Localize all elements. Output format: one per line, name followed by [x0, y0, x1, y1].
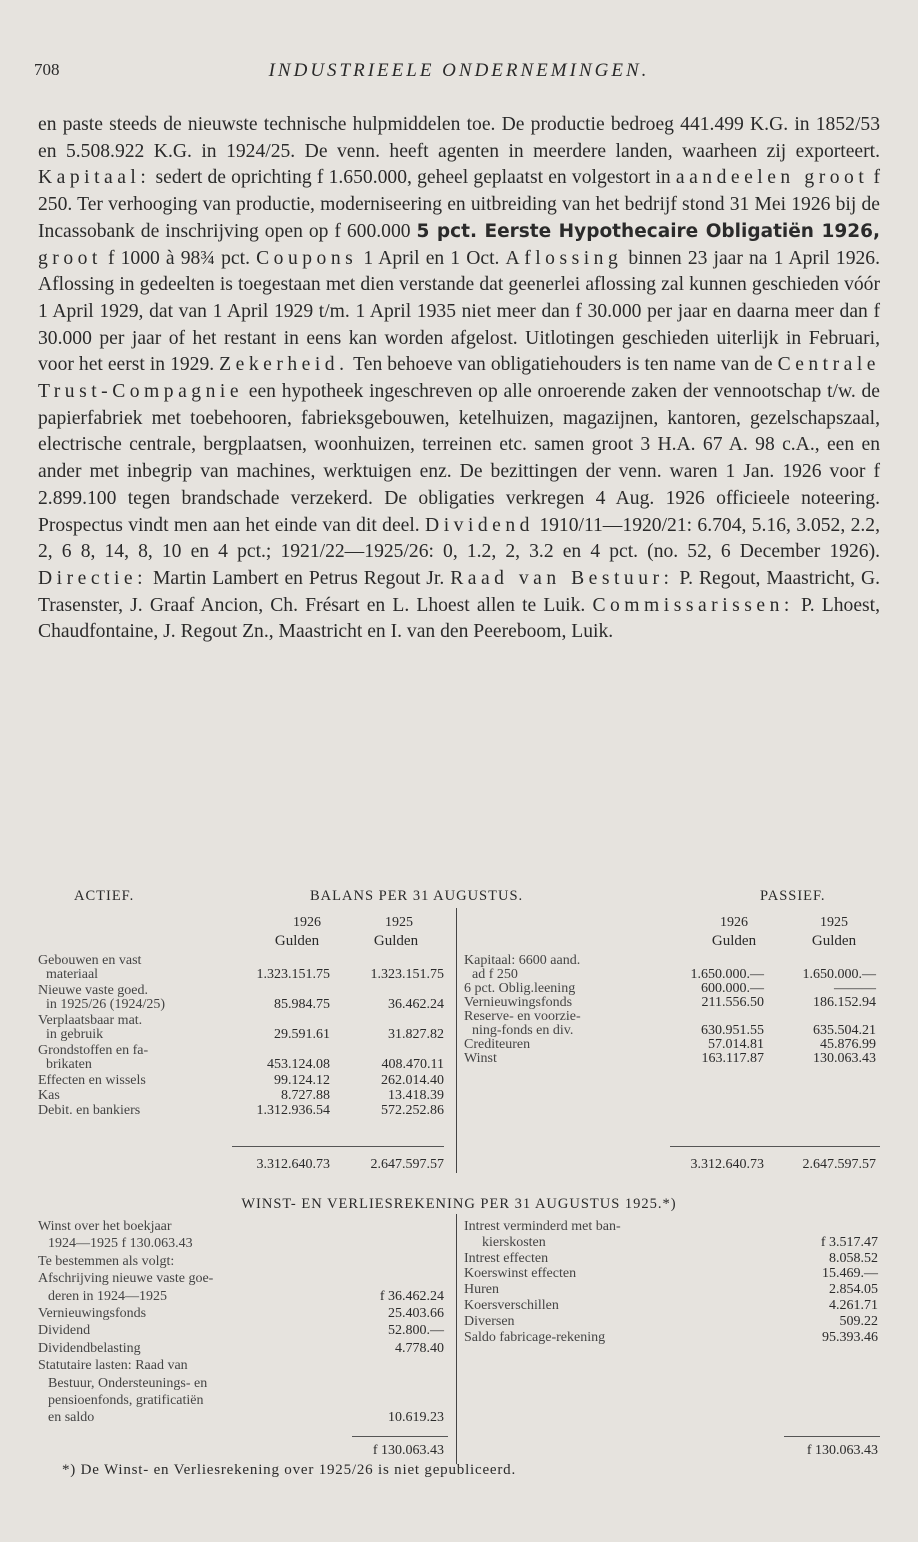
winst-left-label: Statutaire lasten: Raad van	[38, 1358, 188, 1374]
winst-right-label: Intrest effecten	[464, 1250, 549, 1266]
winst-right-label: Koersverschillen	[464, 1298, 559, 1313]
label-directie: Directie:	[38, 567, 148, 589]
passief-row-label: Vernieuwingsfonds	[464, 995, 573, 1010]
label-dividend: Dividend	[425, 514, 534, 536]
passief-unit-1925: Gulden	[811, 933, 857, 949]
actief-row-label-cont: brikaten	[46, 1057, 92, 1072]
text-hypotheek: een hypotheek ingeschreven op alle onroerende zaken der vennootschap t/w. de papierfabriek met toebehooren, fabrieksgebouwen, ketelhuizen, magazijnen, kantoren, gezelschapszaal, electrische centrale, bergplaatsen, woonhuizen, terreinen etc. samen groot 3 H.A. 67 A. 98 c.A., een en ander met inbegrip van machines, werktuigen enz. De bezittingen der venn. waren 1 Jan. 1926 voor f 2.899.100 tegen brandschade verzekerd. De obligaties verkregen 4 Aug. 1926 officieele noteering. Prospectus vindt men aan het einde van dit deel.	[38, 381, 880, 536]
actief-total-rule	[232, 1146, 444, 1147]
actief-row-label: Verplaatsbaar mat.	[38, 1013, 143, 1028]
passief-row-label: 6 pct. Oblig.leening	[464, 981, 576, 996]
actief-row-label-cont: in gebruik	[46, 1027, 104, 1042]
winst-left-label: Afschrijving nieuwe vaste goe-	[38, 1271, 214, 1287]
actief-row-1925: 13.418.39	[388, 1088, 444, 1103]
passief-year-1925: 1925	[820, 915, 848, 930]
actief-year-1925: 1925	[385, 915, 413, 930]
text-directie: Martin Lambert en Petrus Regout Jr.	[152, 567, 445, 589]
text-kapitaal: sedert de oprichting f 1.650.000, geheel geplaatst en volgestort in	[155, 167, 671, 189]
actief-row-label-cont: in 1925/26 (1924/25)	[46, 997, 165, 1012]
winst-left-column	[38, 1220, 450, 1442]
text-koers: f 1000 à 98¾ pct.	[107, 247, 250, 269]
passief-row-1925: 1.650.000.—	[802, 967, 876, 982]
winst-right-value: 2.854.05	[829, 1282, 878, 1298]
winst-heading: WINST- EN VERLIESREKENING PER 31 AUGUSTUS 1925.*)	[241, 1196, 677, 1212]
label-coupons: Coupons	[256, 247, 358, 269]
passief-row-1926: 57.014.81	[708, 1037, 764, 1052]
actief-row-1925: 572.252.86	[381, 1103, 444, 1118]
actief-row-1926: 1.323.151.75	[256, 967, 330, 982]
label-raad: Raad van Bestuur:	[450, 567, 674, 589]
passief-row-1926: 600.000.—	[701, 981, 764, 996]
winst-left-label: Dividendbelasting	[38, 1340, 141, 1356]
text-groot: groot	[38, 247, 102, 269]
winst-left-value: f 36.462.24	[379, 1288, 444, 1304]
label-aflossing: Aflossing	[505, 247, 623, 269]
actief-row-1925: 408.470.11	[381, 1057, 444, 1072]
label-zekerheid: Zekerheid.	[219, 354, 349, 376]
passief-column	[464, 910, 884, 1172]
actief-year-1926: 1926	[293, 915, 321, 930]
running-head: INDUSTRIEELE ONDERNEMINGEN.	[268, 60, 650, 81]
actief-row-1926: 453.124.08	[267, 1057, 330, 1072]
actief-row-1925: 31.827.82	[388, 1027, 444, 1042]
actief-row-1926: 29.591.61	[274, 1027, 330, 1042]
winst-right-value: f 3.517.47	[820, 1234, 878, 1250]
winst-totals	[0, 1444, 918, 1460]
passief-total-rule	[670, 1146, 880, 1147]
winst-left-label: deren in 1924—1925	[48, 1288, 167, 1304]
winst-left-value: 10.619.23	[388, 1410, 444, 1426]
text-productie: en paste steeds de nieuwste technische hulpmiddelen toe. De productie bedroeg 441.499 K.G. in 1852/53 en 5.508.922 K.G. in 1924/25. De venn. heeft agenten in meerdere landen, waarheen zij exporteert.	[38, 114, 880, 162]
winst-left-value: 52.800.—	[388, 1323, 444, 1339]
actief-row-1925: 36.462.24	[388, 997, 444, 1012]
text-uitbreiding: f 250. Ter verhooging van productie, moderniseering en uitbreiding van het bedrijf stond 31 Mei 1926 bij de Incassobank de inschrijving open op f 600.000	[38, 167, 881, 242]
label-commissarissen: Commissarissen:	[592, 594, 794, 616]
winst-left-label: Bestuur, Ondersteunings- en	[48, 1375, 208, 1391]
winst-right-column	[464, 1220, 884, 1442]
winst-left-label: pensioenfonds, gratificatiën	[48, 1393, 204, 1408]
text-aandeelen-groot: aandeelen groot	[675, 167, 869, 189]
winst-right-label: Diversen	[464, 1313, 515, 1329]
passief-total-1926: 3.312.640.73	[690, 1157, 764, 1172]
balans-totals	[0, 1158, 918, 1174]
passief-year-1926: 1926	[720, 915, 748, 930]
winst-left-value: 4.778.40	[395, 1340, 444, 1356]
actief-unit-1926: Gulden	[274, 933, 320, 949]
actief-row-1926: 99.124.12	[274, 1073, 330, 1088]
winst-right-value: 4.261.71	[829, 1298, 878, 1313]
winst-left-label: Vernieuwingsfonds	[38, 1306, 147, 1321]
passief-row-label-cont: ning-fonds en div.	[472, 1023, 574, 1038]
winst-right-value: 8.058.52	[829, 1250, 878, 1266]
label-kapitaal: Kapitaal:	[38, 167, 151, 189]
passief-row-1925: 635.504.21	[813, 1023, 876, 1038]
actief-row-label: Nieuwe vaste goed.	[38, 983, 149, 998]
winst-divider	[456, 1214, 457, 1464]
passief-row-1926: 163.117.87	[701, 1051, 764, 1066]
actief-row-1925: 262.014.40	[381, 1073, 444, 1088]
page-header	[34, 60, 884, 90]
winst-left-label: Dividend	[38, 1323, 91, 1339]
winst-right-value: 509.22	[839, 1313, 878, 1329]
passief-row-1926: 1.650.000.—	[690, 967, 764, 982]
winst-right-total: f 130.063.43	[806, 1443, 878, 1458]
winst-left-total: f 130.063.43	[372, 1443, 444, 1458]
passief-row-label: Winst	[464, 1051, 497, 1066]
winst-right-label: Huren	[464, 1282, 499, 1298]
winst-right-label: kierskosten	[482, 1234, 546, 1250]
actief-column	[38, 910, 450, 1172]
passief-unit-1926: Gulden	[711, 933, 757, 949]
actief-row-1926: 8.727.88	[281, 1088, 330, 1103]
winst-left-label: en saldo	[48, 1410, 95, 1426]
actief-unit-1925: Gulden	[373, 933, 419, 949]
actief-label: ACTIEF.	[74, 888, 135, 904]
passief-row-1926: 630.951.55	[701, 1023, 764, 1038]
winst-right-value: 15.469.—	[822, 1266, 878, 1282]
winst-left-value: 25.403.66	[388, 1306, 444, 1321]
passief-row-label: Kapitaal: 6600 aand.	[464, 953, 581, 968]
actief-row-1925: 1.323.151.75	[370, 967, 444, 982]
actief-total-1926: 3.312.640.73	[256, 1157, 330, 1172]
text-aflossing: binnen 23 jaar na 1 April 1926. Aflossing in gedeelten is toegestaan met dien verstande dat geenerlei aflossing zal kunnen geschieden vóór 1 April 1929, dat van 1 April 1929 t/m. 1 April 1935 niet meer dan f 30.000 per jaar en daarna meer dan f 30.000 per jaar of het restant in eens kan worden afgelost. Uitlotingen geschieden uiterlijk in Februari, voor het eerst in 1929.	[38, 247, 881, 376]
passief-row-1925: 186.152.94	[813, 995, 876, 1010]
winst-right-label: Saldo fabricage-rekening	[464, 1329, 606, 1345]
text-centrale-trust: Centrale Trust-Compagnie	[38, 354, 880, 403]
winst-right-value: 95.393.46	[822, 1329, 878, 1345]
winst-right-label: Koerswinst effecten	[464, 1266, 577, 1282]
winst-left-total-rule	[352, 1436, 448, 1437]
text-zekerheid: Ten behoeve van obligatiehouders is ten name van de	[353, 354, 773, 376]
actief-row-label: Effecten en wissels	[38, 1073, 146, 1088]
passief-row-1926: 211.556.50	[701, 995, 764, 1010]
text-coupons: 1 April en 1 Oct.	[363, 247, 500, 269]
actief-row-1926: 85.984.75	[274, 997, 330, 1012]
actief-row-1926: 1.312.936.54	[256, 1103, 330, 1118]
balans-divider	[456, 908, 457, 1173]
balans-title: BALANS PER 31 AUGUSTUS.	[310, 888, 524, 904]
actief-row-label: Gebouwen en vast	[38, 953, 142, 968]
passief-row-label-cont: ad f 250	[472, 967, 518, 982]
text-commissarissen: P. Lhoest, Chaudfontaine, J. Regout Zn., Maastricht en I. van den Peereboom, Luik.	[38, 594, 880, 643]
passief-row-label: Crediteuren	[464, 1037, 531, 1052]
actief-total-1925: 2.647.597.57	[370, 1157, 444, 1172]
text-dividend: 1910/11—1920/21: 6.704, 5.16, 3.052, 2.2, 2, 6 8, 14, 8, 10 en 4 pct.; 1921/22—1925/26: 0, 1.2, 2, 3.2 en 4 pct. (no. 52, 6 December 1926).	[38, 514, 880, 563]
actief-row-label-cont: materiaal	[46, 967, 99, 982]
actief-row-label: Kas	[38, 1088, 60, 1103]
winst-left-label: 1924—1925 f 130.063.43	[48, 1236, 193, 1252]
passief-row-1925: 45.876.99	[820, 1037, 876, 1052]
passief-total-1925: 2.647.597.57	[802, 1157, 876, 1172]
passief-row-1925: ———	[834, 981, 876, 996]
passief-row-1925: 130.063.43	[813, 1051, 876, 1066]
winst-left-label: Te bestemmen als volgt:	[38, 1253, 175, 1269]
winst-right-total-rule	[784, 1436, 880, 1437]
winst-right-label: Intrest verminderd met ban-	[464, 1219, 621, 1234]
balans-heading	[38, 888, 880, 906]
bond-title: 5 pct. Eerste Hypothecaire Obligatiën 1926,	[416, 220, 880, 242]
text-raad: P. Regout, Maastricht, G. Trasenster, J. Graaf Ancion, Ch. Frésart en L. Lhoest allen te Luik.	[38, 567, 881, 616]
actief-row-label: Grondstoffen en fa-	[38, 1043, 149, 1058]
actief-row-label: Debit. en bankiers	[38, 1103, 141, 1118]
passief-row-label: Reserve- en voorzie-	[464, 1009, 581, 1024]
footnote: *) De Winst- en Verliesrekening over 1925/26 is niet gepubliceerd.	[62, 1462, 517, 1478]
winst-left-label: Winst over het boekjaar	[38, 1219, 172, 1234]
page-number: 708	[34, 60, 60, 79]
body-paragraph	[38, 112, 880, 646]
passief-label: PASSIEF.	[760, 888, 826, 904]
